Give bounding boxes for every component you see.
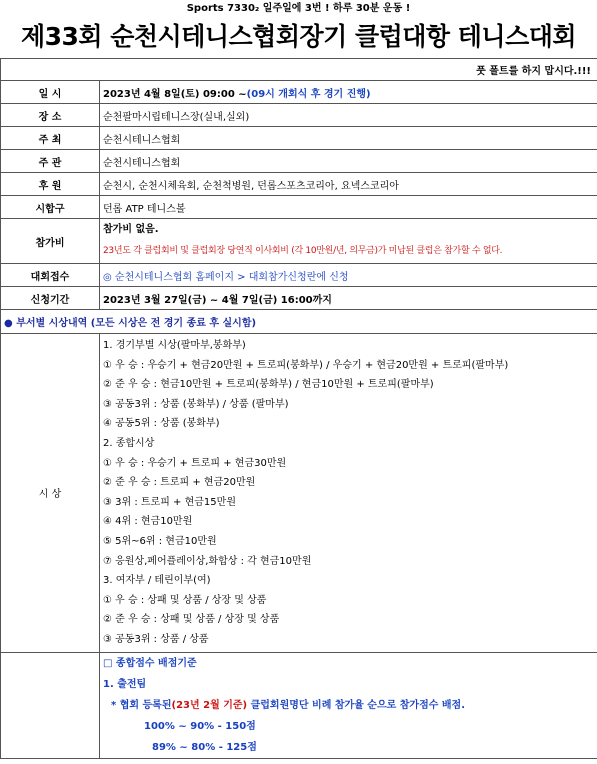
reception-value: ◎ 순천시테니스협회 홈페이지 > 대회참가신청란에 신청 (100, 264, 597, 287)
prize-line: ① 우 승 : 우승기 + 현금20만원 + 트로피(봉화부) / 우승기 + 현금20만원 + 트로피(팔마부) (103, 359, 509, 371)
prize-line: ① 우 승 : 우승기 + 트로피 + 현금30만원 (103, 457, 287, 469)
venue-value: 순천팔마시립테니스장(실내,실외) (100, 104, 597, 127)
scoring-item1: 1. 출전팀 (103, 678, 147, 690)
prize-line: ③ 공동3위 : 상품 (봉화부) / 상품 (팔마부) (103, 398, 289, 410)
info-table (0, 58, 597, 759)
period-value: 2023년 3월 27일(금) ~ 4월 7일(금) 16:00까지 (100, 287, 597, 310)
prize-line: 3. 여자부 / 테린이부(여) (103, 575, 211, 587)
scoring-row: 100% ~ 90% - 150점 (144, 720, 256, 732)
prize-line: 1. 경기부별 시상(팔마부,봉화부) (103, 340, 246, 351)
fee-line1: 참가비 없음. (103, 224, 159, 235)
date-label: 일 시 (1, 81, 100, 104)
prize-line: ② 준 우 승 : 상패 및 상품 / 상장 및 상품 (103, 614, 280, 626)
ball-label: 시합구 (1, 196, 100, 219)
prize-line: ② 준 우 승 : 트로피 + 현금20만원 (103, 477, 256, 489)
fee-label: 참가비 (1, 219, 100, 264)
sponsor-label: 후 원 (1, 173, 100, 196)
ball-value: 던롭 ATP 테니스볼 (100, 196, 597, 219)
scoring-note-pre: * 협회 등록된 (111, 699, 172, 711)
venue-label: 장 소 (1, 104, 100, 127)
organizer-value: 순천시테니스협회 (100, 150, 597, 173)
scoring-label (1, 652, 100, 758)
prize-line: ③ 공동3위 : 상품 / 상품 (103, 633, 209, 645)
scoring-row: 89% ~ 80% - 125점 (152, 741, 257, 753)
period-label: 신청기간 (1, 287, 100, 310)
prize-line: ① 우 승 : 상패 및 상품 / 상장 및 상품 (103, 594, 267, 606)
scoring-note (103, 695, 594, 716)
prize-line: ④ 4위 : 현금10만원 (103, 516, 193, 528)
reception-label: 대회접수 (1, 264, 100, 287)
date-main: 2023년 4월 8일(토) 09:00 ~ (103, 88, 247, 100)
host-label: 주 최 (1, 127, 100, 150)
prize-line: ④ 공동5위 : 상품 (봉화부) (103, 418, 220, 430)
host-value: 순천시테니스협회 (100, 127, 597, 150)
scoring-header: □ 종합점수 배점기준 (103, 657, 197, 669)
organizer-label: 주 관 (1, 150, 100, 173)
date-value (100, 81, 597, 104)
prize-line: ② 준 우 승 : 현금10만원 + 트로피(봉화부) / 현금10만원 + 트로피(팔마부) (103, 379, 434, 391)
date-note: (09시 개회식 후 경기 진행) (246, 88, 371, 100)
prize-label: 시 상 (1, 334, 100, 653)
scoring-block (100, 652, 597, 758)
prize-section-header: ● 부서별 시상내역 (모든 시상은 전 경기 종료 후 실시함) (1, 310, 597, 334)
fee-value (100, 219, 597, 264)
fee-line2: 23년도 각 클럽회비 및 클럽회장 당연직 이사회비 (각 10만원/년, 의무금)가 미납된 클럽은 참가할 수 없다. (103, 246, 503, 256)
page-title: 제33회 순천시테니스협회장기 클럽대항 테니스대회 (20, 22, 577, 51)
prize-line: ⑤ 5위~6위 : 현금10만원 (103, 535, 217, 547)
top-note: Sports 7330₂ 일주일에 3번 ! 하루 30분 운동 ! (186, 3, 411, 14)
prize-line: 2. 종합시상 (103, 437, 155, 449)
scoring-note-date: (23년 2월 기준) (171, 699, 248, 711)
subtitle: 풋 폴트를 하지 맙시다.!!! (1, 59, 597, 81)
scoring-note-post: 클럽회원명단 비례 참가율 순으로 참가점수 배점. (247, 699, 466, 711)
sponsor-value: 순천시, 순천시체육회, 순천척병원, 던롭스포츠코리아, 요넥스코리아 (100, 173, 597, 196)
prize-line: ③ 3위 : 트로피 + 현금15만원 (103, 496, 236, 508)
prize-line: ⑦ 응원상,페어플레이상,화합상 : 각 현금10만원 (103, 555, 312, 567)
prize-list (100, 334, 597, 653)
